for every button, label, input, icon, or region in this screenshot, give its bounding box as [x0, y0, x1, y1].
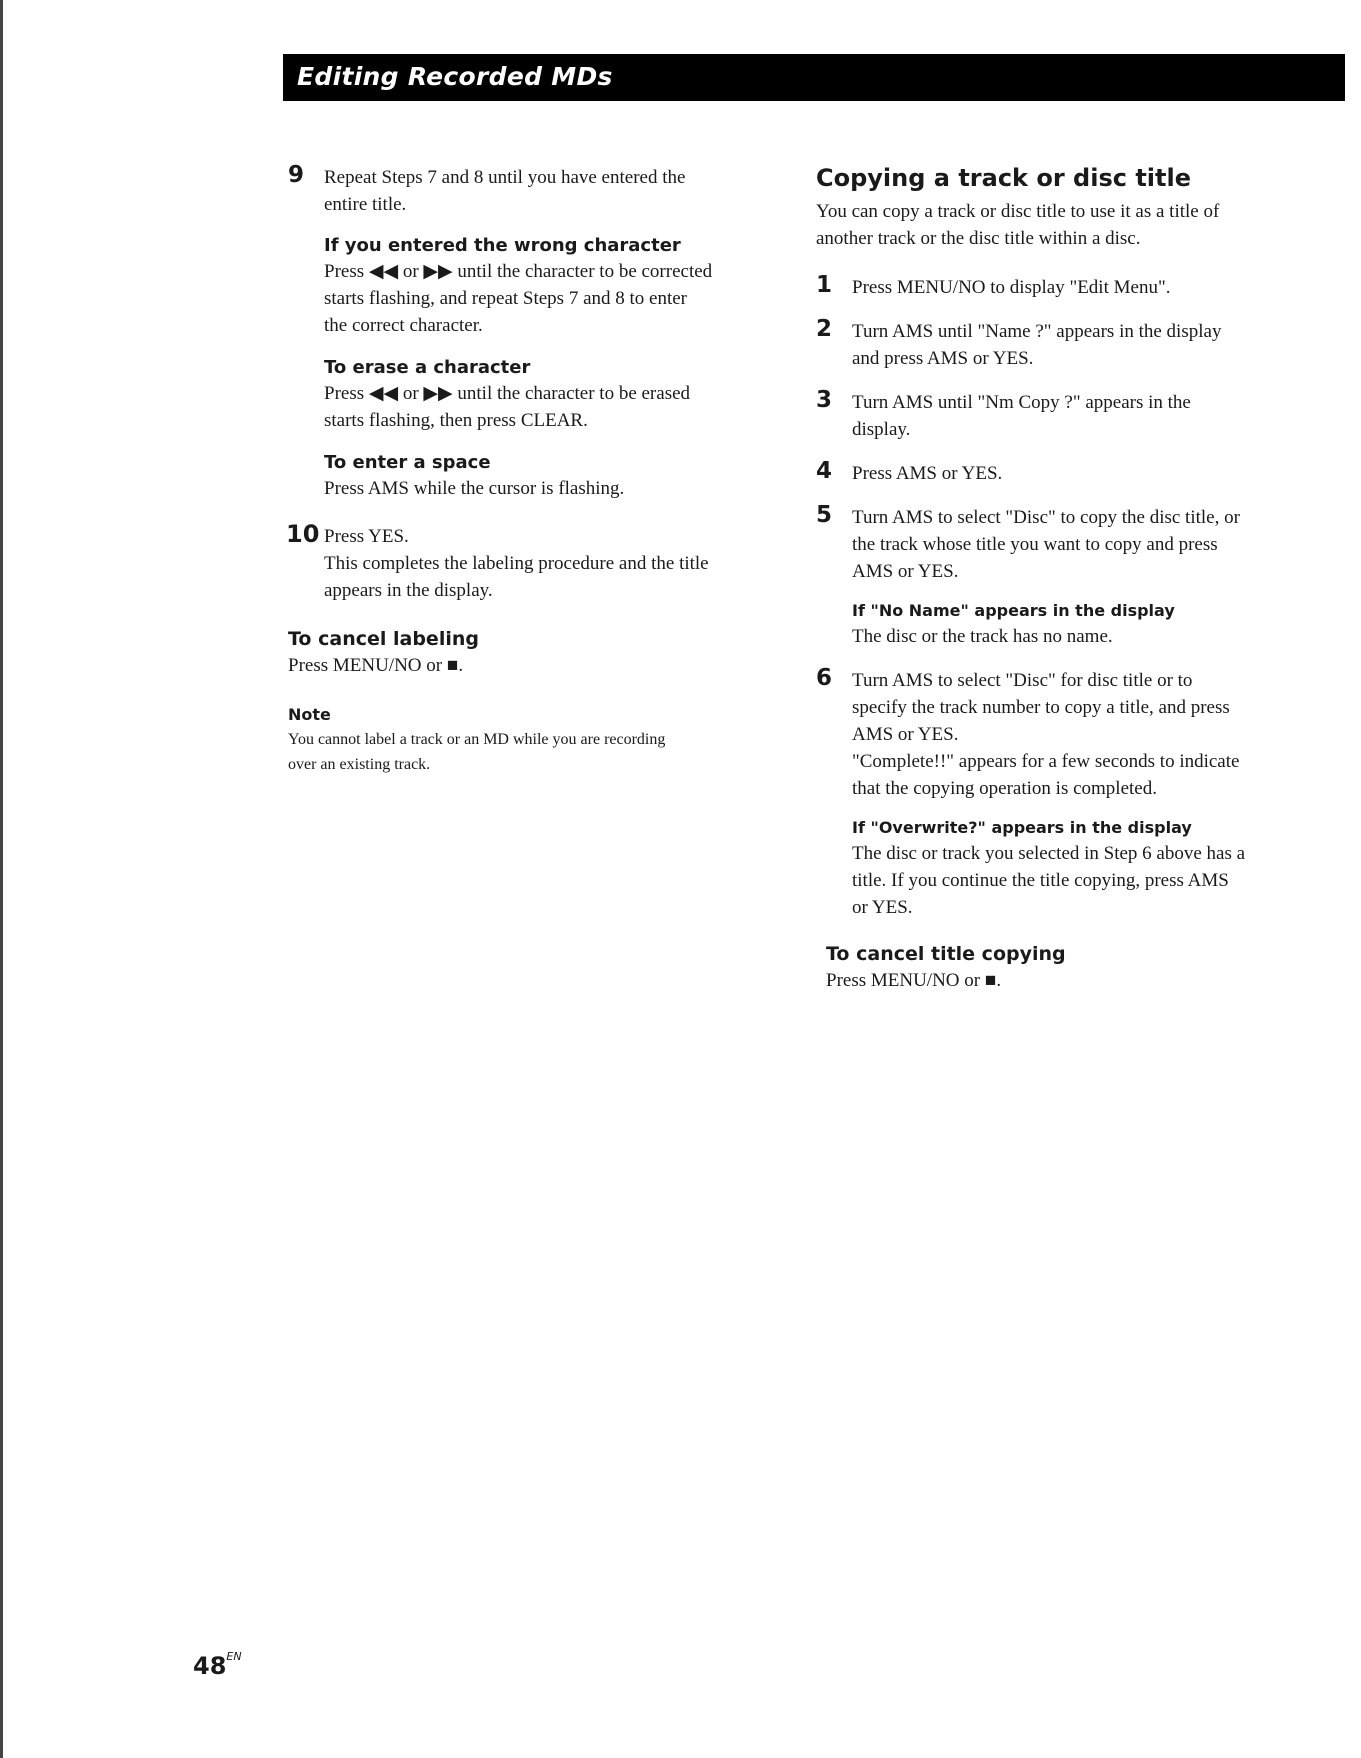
- page-number-value: 48: [193, 1652, 227, 1680]
- copy-step-5: [816, 504, 1316, 585]
- step-number: 3: [816, 387, 833, 413]
- step-text: appears in the display.: [324, 580, 493, 601]
- step-number: 10: [286, 520, 320, 548]
- erase-character-text-2: starts flashing, then press CLEAR.: [324, 410, 588, 431]
- step-text: Turn AMS until "Name ?" appears in the display: [852, 321, 1222, 342]
- step-text: and press AMS or YES.: [852, 348, 1034, 369]
- step-text: Turn AMS to select "Disc" to copy the disc title, or: [852, 507, 1240, 528]
- erase-character-heading: To erase a character: [324, 357, 531, 378]
- page-number: [193, 1652, 242, 1680]
- note-text-2: over an existing track.: [288, 756, 431, 773]
- wrong-character-text-1: Press ◀◀ or ▶▶ until the character to be corrected: [324, 261, 713, 282]
- step-text: AMS or YES.: [852, 561, 959, 582]
- step-text: that the copying operation is completed.: [852, 778, 1157, 799]
- step-text: the track whose title you want to copy and press: [852, 534, 1218, 555]
- step-text: "Complete!!" appears for a few seconds to indicate: [852, 751, 1240, 772]
- copy-step-3: [816, 389, 1316, 443]
- cancel-labeling-text: Press MENU/NO or ■.: [288, 655, 464, 676]
- step-number: 6: [816, 665, 833, 691]
- note-heading: Note: [288, 705, 331, 724]
- no-name-heading: If "No Name" appears in the display: [852, 601, 1175, 620]
- copy-step-4: [816, 460, 1316, 487]
- note-text-1: You cannot label a track or an MD while you are recording: [288, 731, 666, 748]
- step-text: This completes the labeling procedure and the title: [324, 553, 709, 574]
- step-text: Press YES.: [324, 526, 409, 547]
- step-number: 5: [816, 502, 833, 528]
- copy-step-6: [816, 667, 1316, 802]
- step-text: Press MENU/NO to display "Edit Menu".: [852, 277, 1171, 298]
- step-number: 4: [816, 458, 833, 484]
- copy-step-2: [816, 318, 1316, 372]
- copy-title-heading: Copying a track or disc title: [816, 164, 1191, 192]
- step-10: [286, 520, 768, 604]
- intro-text-2: another track or the disc title within a disc.: [816, 228, 1141, 249]
- left-column: [288, 164, 768, 777]
- wrong-character-heading: If you entered the wrong character: [324, 235, 681, 256]
- overwrite-heading: If "Overwrite?" appears in the display: [852, 818, 1192, 837]
- section-header: [283, 54, 1345, 101]
- step-text: Press AMS or YES.: [852, 463, 1003, 484]
- overwrite-text-2: title. If you continue the title copying, press AMS: [852, 870, 1229, 891]
- step-text: entire title.: [324, 194, 407, 215]
- step-9: [288, 164, 768, 218]
- cancel-copying-heading: To cancel title copying: [826, 943, 1066, 965]
- intro-text-1: You can copy a track or disc title to use it as a title of: [816, 201, 1220, 222]
- step-number: 2: [816, 316, 833, 342]
- step-text: AMS or YES.: [852, 724, 959, 745]
- step-text: Turn AMS until "Nm Copy ?" appears in the: [852, 392, 1191, 413]
- step-text: Turn AMS to select "Disc" for disc title or to: [852, 670, 1193, 691]
- no-name-text: The disc or the track has no name.: [852, 626, 1113, 647]
- step-number: 9: [288, 162, 305, 188]
- step-text: Repeat Steps 7 and 8 until you have entered the: [324, 167, 686, 188]
- page-number-suffix: EN: [226, 1650, 242, 1663]
- overwrite-text-3: or YES.: [852, 897, 913, 918]
- wrong-character-text-3: the correct character.: [324, 315, 483, 336]
- wrong-character-text-2: starts flashing, and repeat Steps 7 and 8 to enter: [324, 288, 688, 309]
- erase-character-text-1: Press ◀◀ or ▶▶ until the character to be erased: [324, 383, 691, 404]
- enter-space-text: Press AMS while the cursor is flashing.: [324, 478, 625, 499]
- step-text: display.: [852, 419, 911, 440]
- copy-step-1: [816, 274, 1316, 301]
- page-edge: [0, 0, 3, 1758]
- section-title: Editing Recorded MDs: [297, 62, 613, 91]
- overwrite-text-1: The disc or track you selected in Step 6 above has a: [852, 843, 1246, 864]
- step-number: 1: [816, 272, 833, 298]
- right-column: [816, 162, 1316, 994]
- step-text: specify the track number to copy a title, and press: [852, 697, 1230, 718]
- cancel-copying-text: Press MENU/NO or ■.: [826, 970, 1002, 991]
- enter-space-heading: To enter a space: [324, 452, 491, 473]
- cancel-labeling-heading: To cancel labeling: [288, 628, 479, 650]
